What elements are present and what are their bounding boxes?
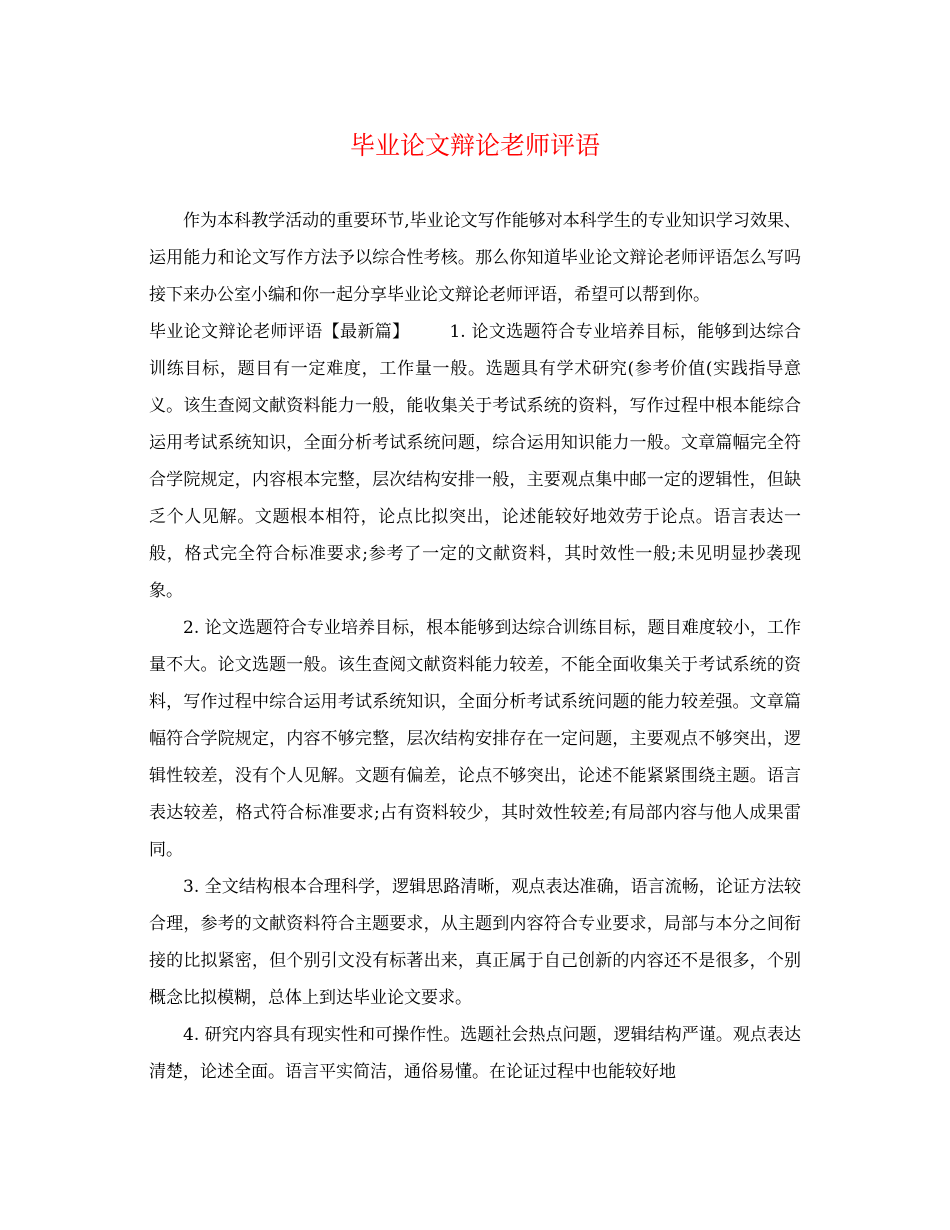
item-2-paragraph: 2. 论文选题符合专业培养目标，根本能够到达综合训练目标，题目难度较小，工作量不大。论文选题一般。该生查阅文献资料能力较差，不能全面收集关于考试系统的资料，写作过程中综合运用考试系统知识，全面分析考试系统问题的能力较差强。文章篇幅符合学院规定，内容不够完整，层次结构安排存在一定问题，主要观点不够突出，逻辑性较差，没有个人见解。文题有偏差，论点不够突出，论述不能紧紧围绕主题。语言表达较差，格式符合标准要求;占有资料较少，其时效性较差;有局部内容与他人成果雷同。 [149, 618, 801, 860]
document-body [149, 203, 801, 1091]
section-label: 毕业论文辩论老师评语【最新篇】 [149, 322, 410, 342]
section-first-paragraph [149, 314, 801, 610]
item-3-paragraph: 3. 全文结构根本合理科学，逻辑思路清晰，观点表达准确，语言流畅，论证方法较合理，参考的文献资料符合主题要求，从主题到内容符合专业要求，局部与本分之间衔接的比拟紧密，但个别引文没有标著出来，真正属于自己创新的内容还不是很多，个别概念比拟模糊，总体上到达毕业论文要求。 [149, 877, 801, 1008]
intro-paragraph: 作为本科教学活动的重要环节,毕业论文写作能够对本科学生的专业知识学习效果、运用能力和论文写作方法予以综合性考核。那么你知道毕业论文辩论老师评语怎么写吗接下来办公室小编和你一起分享毕业论文辩论老师评语，希望可以帮到你。 [149, 211, 801, 305]
item-1-text: 1. 论文选题符合专业培养目标，能够到达综合训练目标，题目有一定难度，工作量一般。选题具有学术研究(参考价值(实践指导意义。该生查阅文献资料能力一般，能收集关于考试系统的资料，写作过程中根本能综合运用考试系统知识，全面分析考试系统问题，综合运用知识能力一般。文章篇幅完全符合学院规定，内容根本完整，层次结构安排一般，主要观点集中邮一定的逻辑性，但缺乏个人见解。文题根本相符，论点比拟突出，论述能较好地效劳于论点。语言表达一般，格式完全符合标准要求;参考了一定的文献资料，其时效性一般;未见明显抄袭现象。 [149, 322, 802, 601]
item-4-paragraph: 4. 研究内容具有现实性和可操作性。选题社会热点问题，逻辑结构严谨。观点表达清楚，论述全面。语言平实简洁，通俗易懂。在论证过程中也能较好地 [149, 1025, 801, 1082]
document-title: 毕业论文辩论老师评语 [349, 131, 600, 160]
